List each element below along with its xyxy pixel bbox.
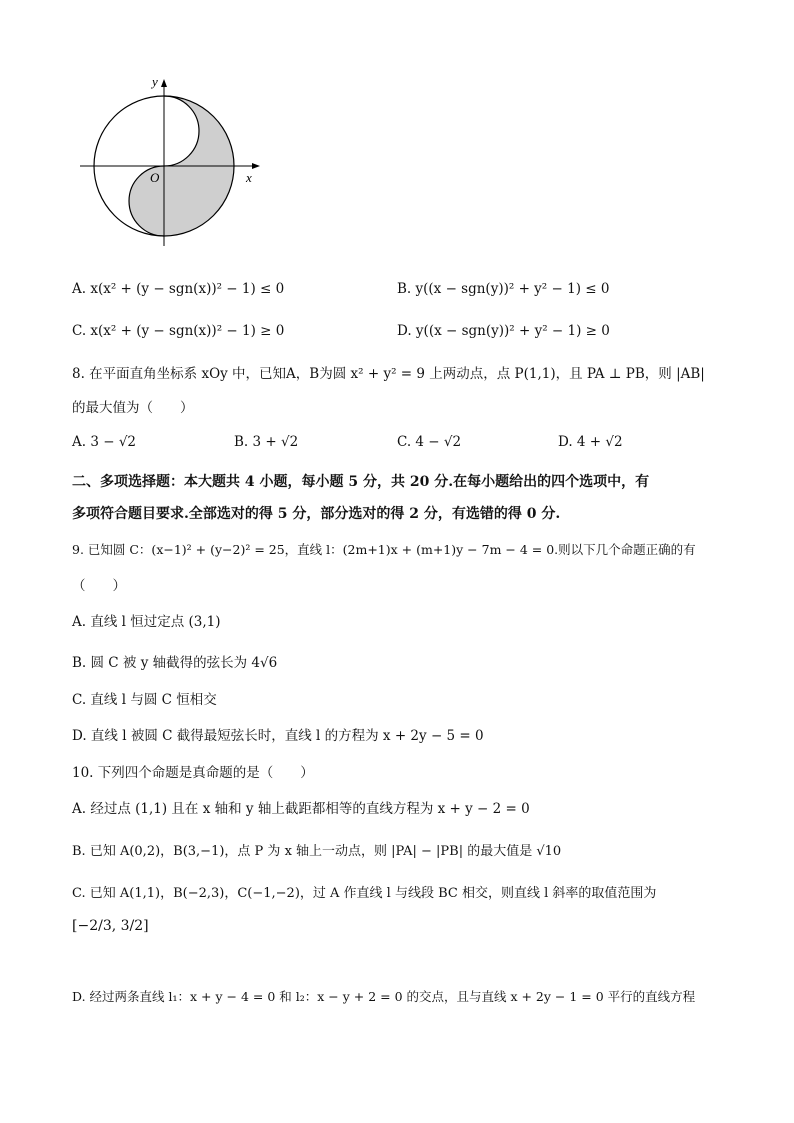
x-axis-arrow [252,163,260,169]
section2-heading-line2: 多项符合题目要求.全部选对的得 5 分，部分选对的得 2 分，有选错的得 0 分. [72,506,561,522]
q8-stem-line1: 8. 在平面直角坐标系 xOy 中，已知A，B为圆 x² + y² = 9 上两动点，点 P(1,1)，且 PA ⊥ PB，则 |AB| [72,366,705,382]
q8-option-d: D. 4 + √2 [558,434,623,450]
y-axis-arrow [161,79,167,87]
q10-stem: 10. 下列四个命题是真命题的是（ ） [72,765,314,781]
q7-option-a: A. x(x² + (y − sgn(x))² − 1) ≤ 0 [72,281,285,297]
y-axis-label: y [152,74,158,89]
section2-heading-line1: 二、多项选择题：本大题共 4 小题，每小题 5 分，共 20 分.在每小题给出的四个选项中，有 [72,474,650,490]
q8-option-c: C. 4 − √2 [397,434,462,450]
q10-option-d: D. 经过两条直线 l₁：x + y − 4 = 0 和 l₂：x − y + 2 = 0 的交点，且与直线 x + 2y − 1 = 0 平行的直线方程 [72,989,696,1004]
q9-stem-line2: （ ） [72,578,126,594]
q9-stem-line1: 9. 已知圆 C：(x−1)² + (y−2)² = 25，直线 l：(2m+1)x + (m+1)y − 7m − 4 = 0.则以下几个命题正确的有 [72,542,696,557]
q8-stem-line2: 的最大值为（ ） [72,400,194,416]
x-axis-label: x [246,170,252,185]
q8-option-a: A. 3 − √2 [72,434,137,450]
q10-option-a: A. 经过点 (1,1) 且在 x 轴和 y 轴上截距都相等的直线方程为 x + y − 2 = 0 [72,801,530,817]
yin-yang-figure [72,70,272,250]
q10-option-c: C. 已知 A(1,1)，B(−2,3)，C(−1,−2)，过 A 作直线 l 与线段 BC 相交，则直线 l 斜率的取值范围为 [72,886,657,901]
q7-option-b: B. y((x − sgn(y))² + y² − 1) ≤ 0 [397,281,610,297]
q9-option-c: C. 直线 l 与圆 C 恒相交 [72,692,217,708]
q7-option-c: C. x(x² + (y − sgn(x))² − 1) ≥ 0 [72,323,285,339]
q10-option-c-range: [−2/3, 3/2] [72,918,149,934]
q9-option-a: A. 直线 l 恒过定点 (3,1) [72,614,221,630]
q9-option-b: B. 圆 C 被 y 轴截得的弦长为 4√6 [72,655,278,671]
origin-label: O [150,170,160,185]
q7-option-d: D. y((x − sgn(y))² + y² − 1) ≥ 0 [397,323,610,339]
q9-option-d: D. 直线 l 被圆 C 截得最短弦长时，直线 l 的方程为 x + 2y − 5 = 0 [72,728,484,744]
q10-option-b: B. 已知 A(0,2)，B(3,−1)，点 P 为 x 轴上一动点，则 |PA| − |PB| 的最大值是 √10 [72,844,562,859]
q8-option-b: B. 3 + √2 [234,434,299,450]
